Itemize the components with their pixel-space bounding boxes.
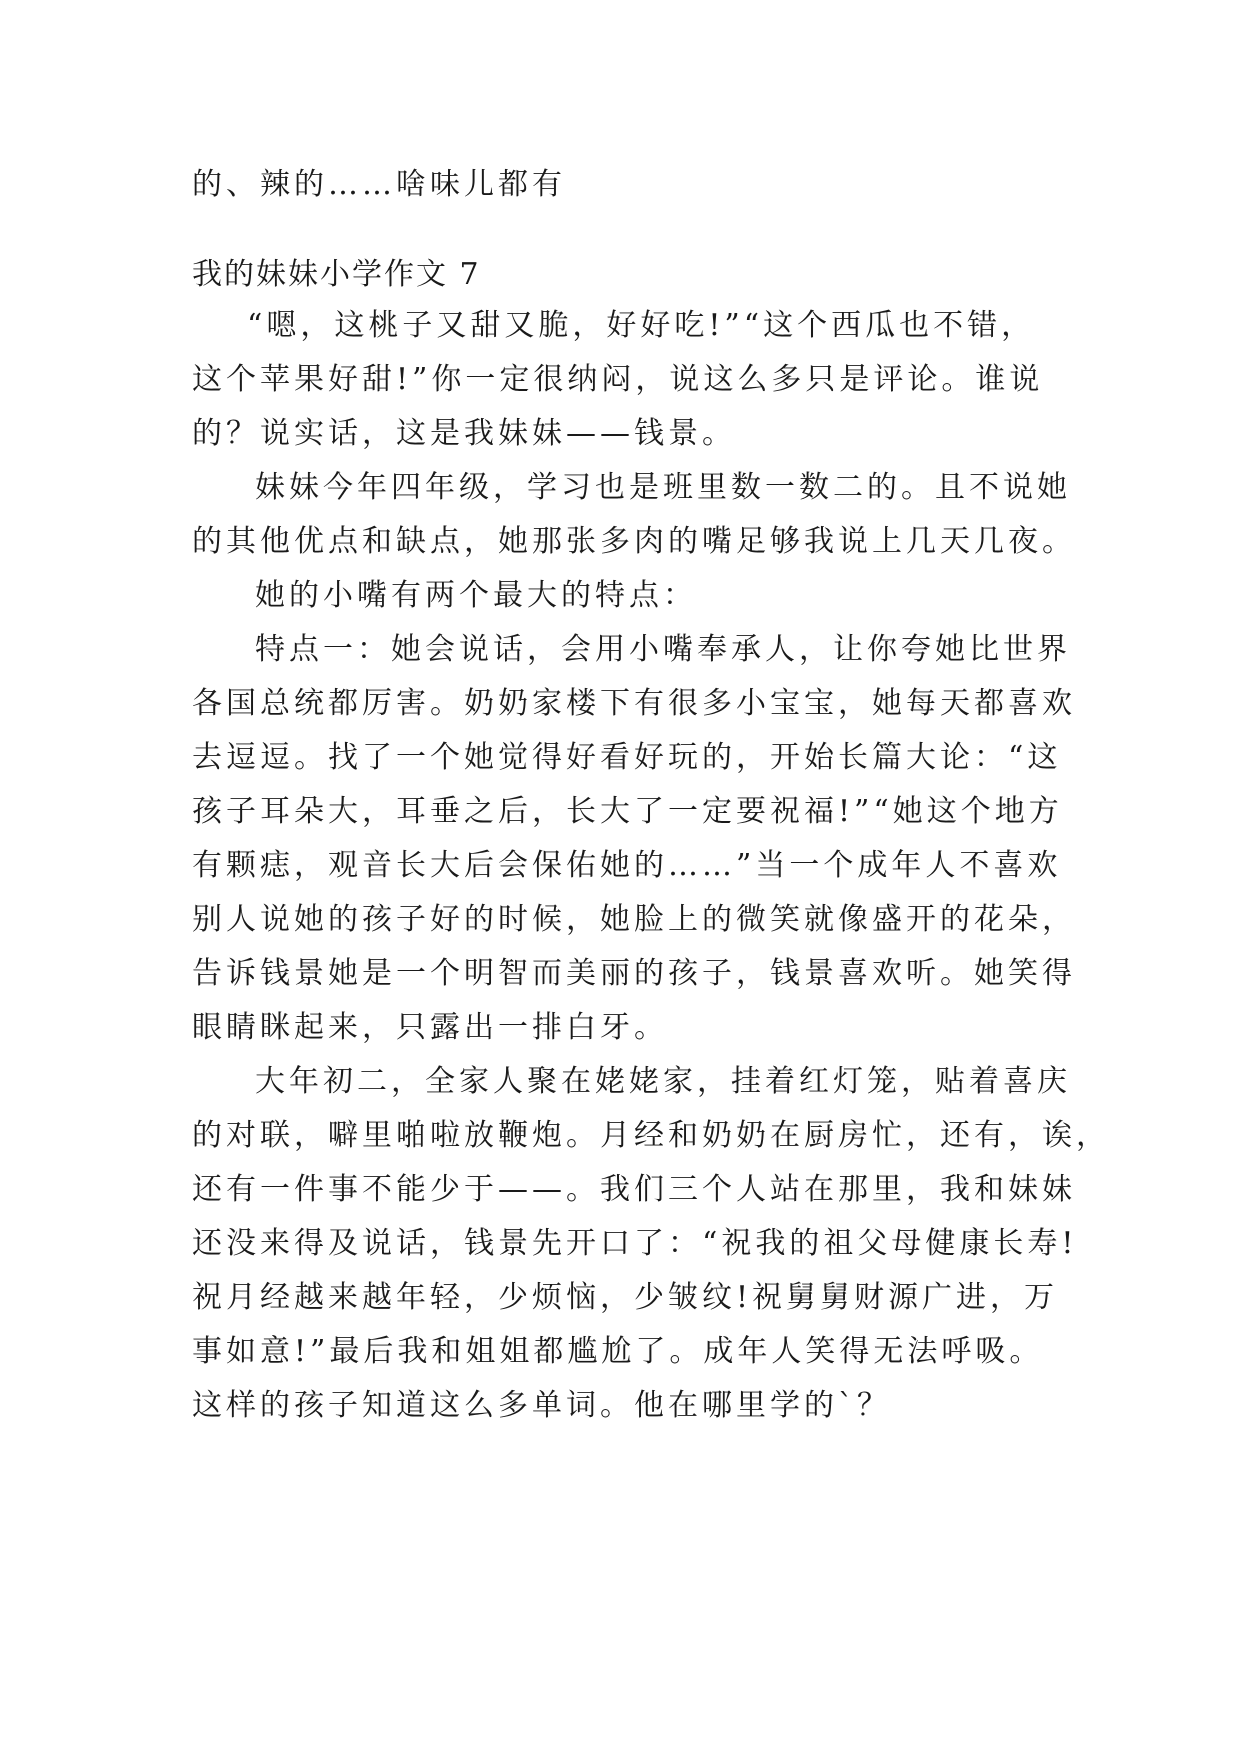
text-line: 别人说她的孩子好的时候，她脸上的微笑就像盛开的花朵，	[192, 902, 1076, 937]
text-line: 还有一件事不能少于——。我们三个人站在那里，我和妹妹	[192, 1172, 1076, 1207]
text-line: 的对联，噼里啪啦放鞭炮。月经和奶奶在厨房忙，还有，诶，	[192, 1118, 1110, 1153]
text-line: 的其他优点和缺点，她那张多肉的嘴足够我说上几天几夜。	[192, 524, 1076, 559]
text-line: 孩子耳朵大，耳垂之后，长大了一定要祝福!”“她这个地方	[192, 794, 1063, 829]
text-line: 大年初二，全家人聚在姥姥家，挂着红灯笼，贴着喜庆	[255, 1064, 1071, 1099]
text-line: 各国总统都厉害。奶奶家楼下有很多小宝宝，她每天都喜欢	[192, 686, 1076, 721]
text-line: 去逗逗。找了一个她觉得好看好玩的，开始长篇大论：“这	[192, 740, 1062, 775]
text-line: 她的小嘴有两个最大的特点：	[255, 578, 697, 613]
text-line: 妹妹今年四年级，学习也是班里数一数二的。且不说她	[255, 470, 1071, 505]
text-line: 这样的孩子知道这么多单词。他在哪里学的`？	[192, 1388, 891, 1423]
text-line: 告诉钱景她是一个明智而美丽的孩子，钱景喜欢听。她笑得	[192, 956, 1076, 991]
section-title: 我的妹妹小学作文 7	[192, 257, 481, 292]
text-line: 眼睛眯起来，只露出一排白牙。	[192, 1010, 668, 1045]
text-line: “嗯，这桃子又甜又脆，好好吃!”“这个西瓜也不错，	[247, 308, 1036, 343]
continuation-line: 的、辣的……啥味儿都有	[192, 167, 566, 202]
text-line: 特点一：她会说话，会用小嘴奉承人，让你夸她比世界	[255, 632, 1071, 667]
text-line: 有颗痣，观音长大后会保佑她的……”当一个成年人不喜欢	[192, 848, 1062, 883]
text-line: 祝月经越来越年轻，少烦恼，少皱纹!祝舅舅财源广进，万	[192, 1280, 1059, 1315]
text-line: 这个苹果好甜!”你一定很纳闷，说这么多只是评论。谁说	[192, 362, 1044, 397]
text-line: 还没来得及说话，钱景先开口了：“祝我的祖父母健康长寿!	[192, 1226, 1078, 1261]
text-line: 的？说实话，这是我妹妹——钱景。	[192, 416, 736, 451]
text-line: 事如意!”最后我和姐姐都尴尬了。成年人笑得无法呼吸。	[192, 1334, 1044, 1369]
